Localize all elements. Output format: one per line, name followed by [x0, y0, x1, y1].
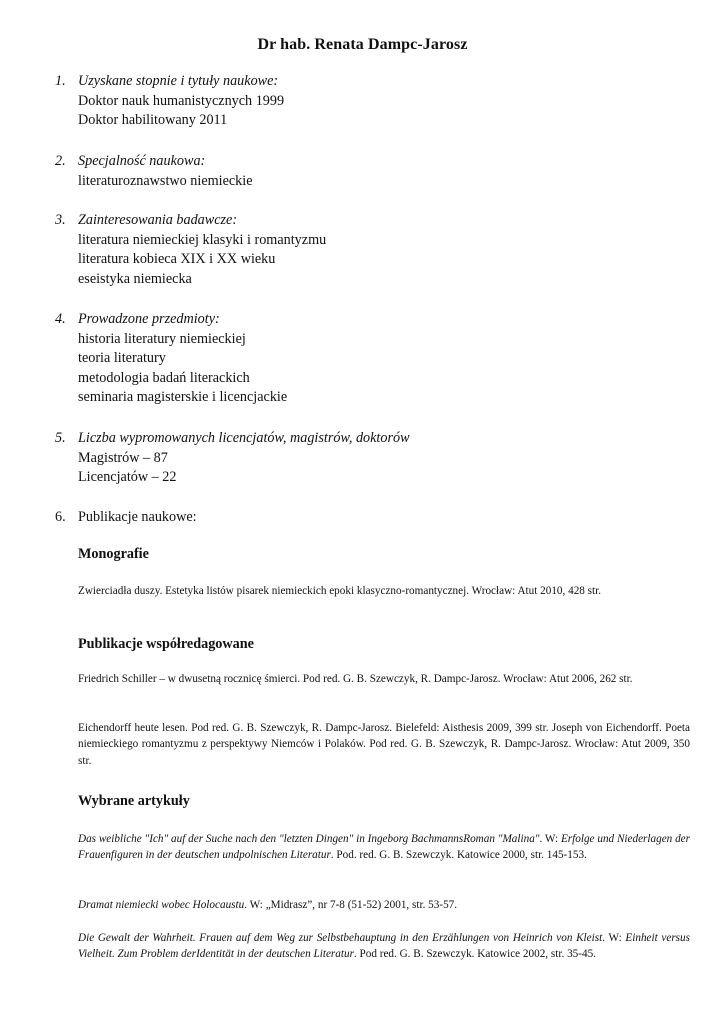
section-line: metodologia badań literackich	[78, 369, 250, 386]
section-degrees	[55, 72, 675, 131]
section-line: literaturoznawstwo niemieckie	[78, 172, 253, 189]
section-line: literatura niemieckiej klasyki i romantyzmu	[78, 231, 327, 248]
monograph-entry: Zwierciadła duszy. Estetyka listów pisarek niemieckich epoki klasyczno-romantycznej. Wrocław: Atut 2010, 428 str.	[78, 585, 602, 597]
section-line: Doktor nauk humanistycznych 1999	[78, 92, 285, 109]
section-line: Magistrów – 87	[78, 449, 168, 466]
articles-heading: Wybrane artykuły	[78, 793, 190, 809]
article-source: Einheit versus Vielheit. Zum Problem derIdentität in der deutschen Literatur	[78, 932, 690, 961]
section-line: historia literatury niemieckiej	[78, 330, 246, 347]
article-separator: . W:	[539, 833, 561, 845]
article-title: Das weibliche "Ich" auf der Suche nach den "letzten Dingen" in Ingeborg BachmannsRoman "Malina"	[78, 833, 540, 845]
coedited-heading: Publikacje współredagowane	[78, 636, 254, 652]
section-heading: Zainteresowania badawcze:	[78, 212, 238, 228]
section-courses	[55, 310, 675, 408]
article-entry	[78, 831, 690, 864]
coedited-entry: Eichendorff heute lesen. Pod red. G. B. Szewczyk, R. Dampc-Jarosz. Bielefeld: Aisthesis 2009, 399 str. Joseph von Eichendorff. Poeta niemieckiego romantyzmu z perspektywy Niemców i Polaków. Pod red. G. B. Szewczyk, R. Dampc-Jarosz. Wrocław: Atut 2009, 350 str.	[78, 722, 690, 767]
article-entry	[78, 930, 690, 963]
section-heading: Publikacje naukowe:	[78, 509, 197, 525]
section-heading: Uzyskane stopnie i tytuły naukowe:	[78, 73, 279, 89]
section-graduates	[55, 429, 675, 488]
section-line: teoria literatury	[78, 350, 166, 366]
section-interests	[55, 211, 675, 289]
section-number: 1.	[55, 73, 66, 89]
article-source: Erfolge und Niederlagen der Frauenfiguren in der deutschen undpolnischen Literatur	[78, 833, 690, 862]
section-publications	[55, 508, 675, 528]
section-heading: Specjalność naukowa:	[78, 153, 206, 169]
section-number: 2.	[55, 153, 66, 169]
article-details: „Midrasz”, nr 7-8 (51-52) 2001, str. 53-57.	[265, 899, 458, 911]
coedited-entry: Friedrich Schiller – w dwusetną rocznicę śmierci. Pod red. G. B. Szewczyk, R. Dampc-Jarosz. Wrocław: Atut 2006, 262 str.	[78, 673, 633, 685]
section-number: 3.	[55, 212, 66, 228]
section-line: seminaria magisterskie i licencjackie	[78, 389, 288, 405]
section-heading: Liczba wypromowanych licencjatów, magistrów, doktorów	[78, 430, 410, 446]
article-details: . Pod. red. G. B. Szewczyk. Katowice 2000, str. 145-153.	[330, 849, 587, 862]
section-specialty	[55, 152, 675, 191]
section-line: eseistyka niemiecka	[78, 270, 192, 287]
section-line: Doktor habilitowany 2011	[78, 112, 228, 128]
article-details: . Pod red. G. B. Szewczyk. Katowice 2002, str. 35-45.	[353, 948, 596, 961]
monographs-heading: Monografie	[78, 546, 149, 562]
article-separator: . W:	[602, 932, 626, 944]
article-title: Die Gewalt der Wahrheit. Frauen auf dem Weg zur Selbstbehauptung in den Erzählungen von Heinrich von Kleist	[78, 932, 603, 944]
section-line: literatura kobieca XIX i XX wieku	[78, 251, 276, 267]
section-heading: Prowadzone przedmioty:	[78, 311, 220, 327]
article-entry	[78, 897, 690, 913]
article-title: Dramat niemiecki wobec Holocaustu	[78, 899, 245, 911]
article-separator: . W:	[244, 899, 266, 911]
section-number: 5.	[55, 430, 66, 446]
section-number: 4.	[55, 311, 66, 327]
section-line: Licencjatów – 22	[78, 469, 177, 485]
section-number: 6.	[55, 509, 66, 525]
page-title: Dr hab. Renata Dampc-Jarosz	[257, 36, 468, 53]
